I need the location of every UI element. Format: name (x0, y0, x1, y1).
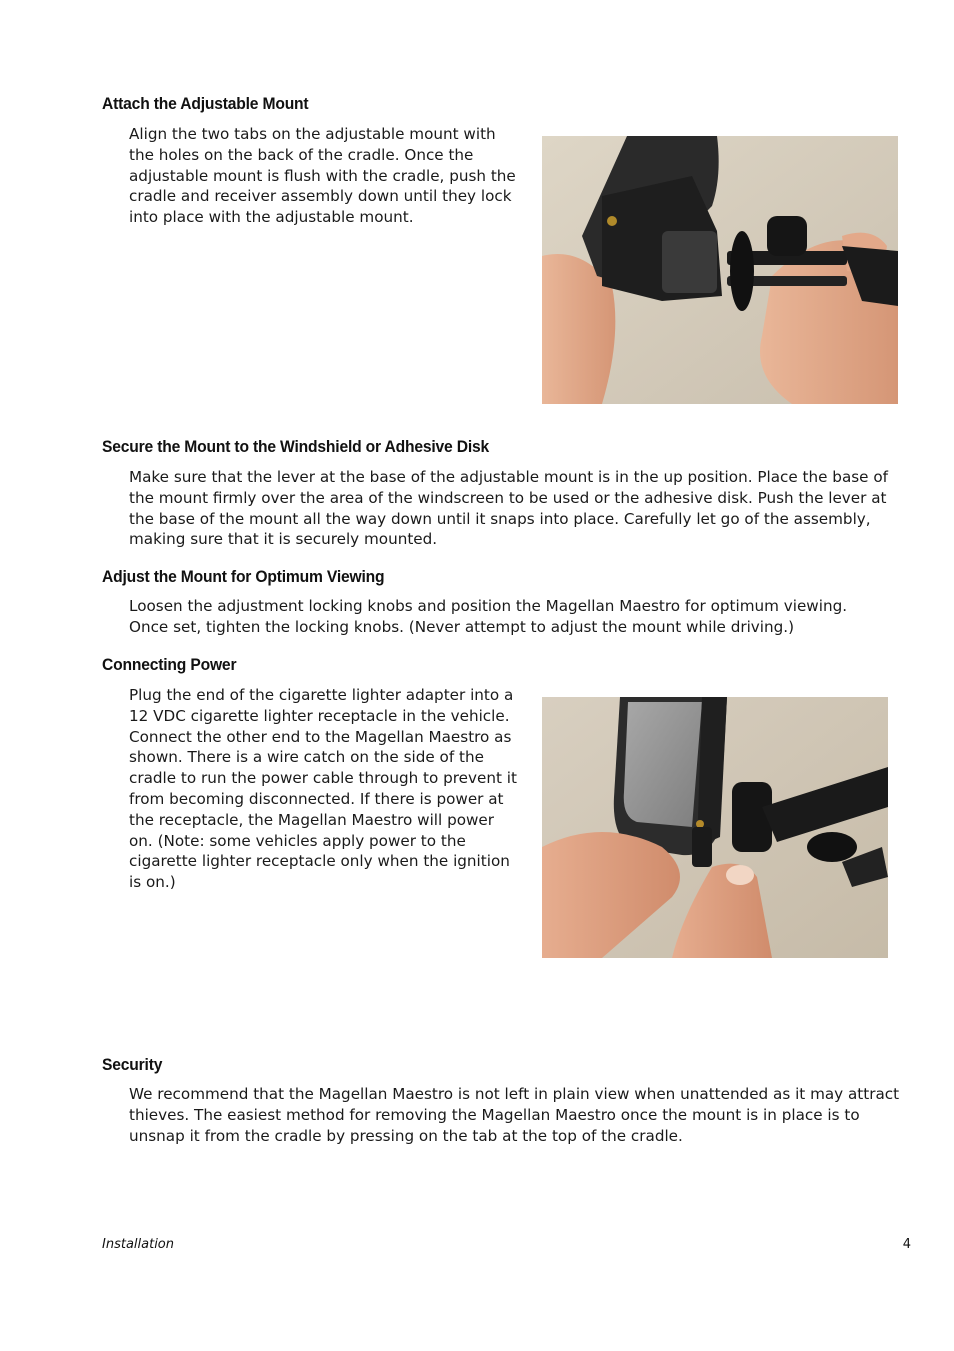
paragraph-secure-mount: Make sure that the lever at the base of the adjustable mount is in the up position. Place the base of the mount firmly over the area of the windscreen to be used or the adhesive disk. Push the lever at the base of the mount all the way down until it snaps into place. Carefully let go of the assembly, making sure that it is securely mounted. (129, 468, 888, 549)
heading-adjust-mount: Adjust the Mount for Optimum Viewing (102, 567, 385, 586)
paragraph-adjust-mount: Loosen the adjustment locking knobs and position the Magellan Maestro for optimum viewing. Once set, tighten the locking knobs. (Never attempt to adjust the mount while driving.) (129, 597, 848, 636)
heading-connecting-power: Connecting Power (102, 655, 237, 674)
page-number: 4 (902, 1237, 911, 1252)
heading-security: Security (102, 1055, 163, 1074)
paragraph-connecting-power: Plug the end of the cigarette lighter adapter into a 12 VDC cigarette lighter receptacle in the vehicle. Connect the other end to the Magellan Maestro as shown. There is a wire catch on the side of the cradle to run the power cable through to prevent it from becoming disconnected. If there is power at the receptacle, the Magellan Maestro will power on. (Note: some vehicles apply power to the cigarette lighter receptacle only when the ignition is on.) (129, 686, 517, 892)
photo-connecting-power (542, 697, 888, 958)
photo-attach-mount (542, 136, 898, 404)
paragraph-attach-mount: Align the two tabs on the adjustable mount with the holes on the back of the cradle. Once the adjustable mount is flush with the cradle, push the cradle and receiver assembly down until they lock into place with the adjustable mount. (129, 125, 516, 227)
footer-section-name: Installation (102, 1237, 175, 1252)
paragraph-security: We recommend that the Magellan Maestro is not left in plain view when unattended as it may attract thieves. The easiest method for removing the Magellan Maestro once the mount is in place is to unsnap it from the cradle by pressing on the tab at the top of the cradle. (129, 1085, 900, 1145)
heading-attach-mount: Attach the Adjustable Mount (102, 94, 309, 113)
heading-secure-mount: Secure the Mount to the Windshield or Adhesive Disk (102, 437, 490, 456)
